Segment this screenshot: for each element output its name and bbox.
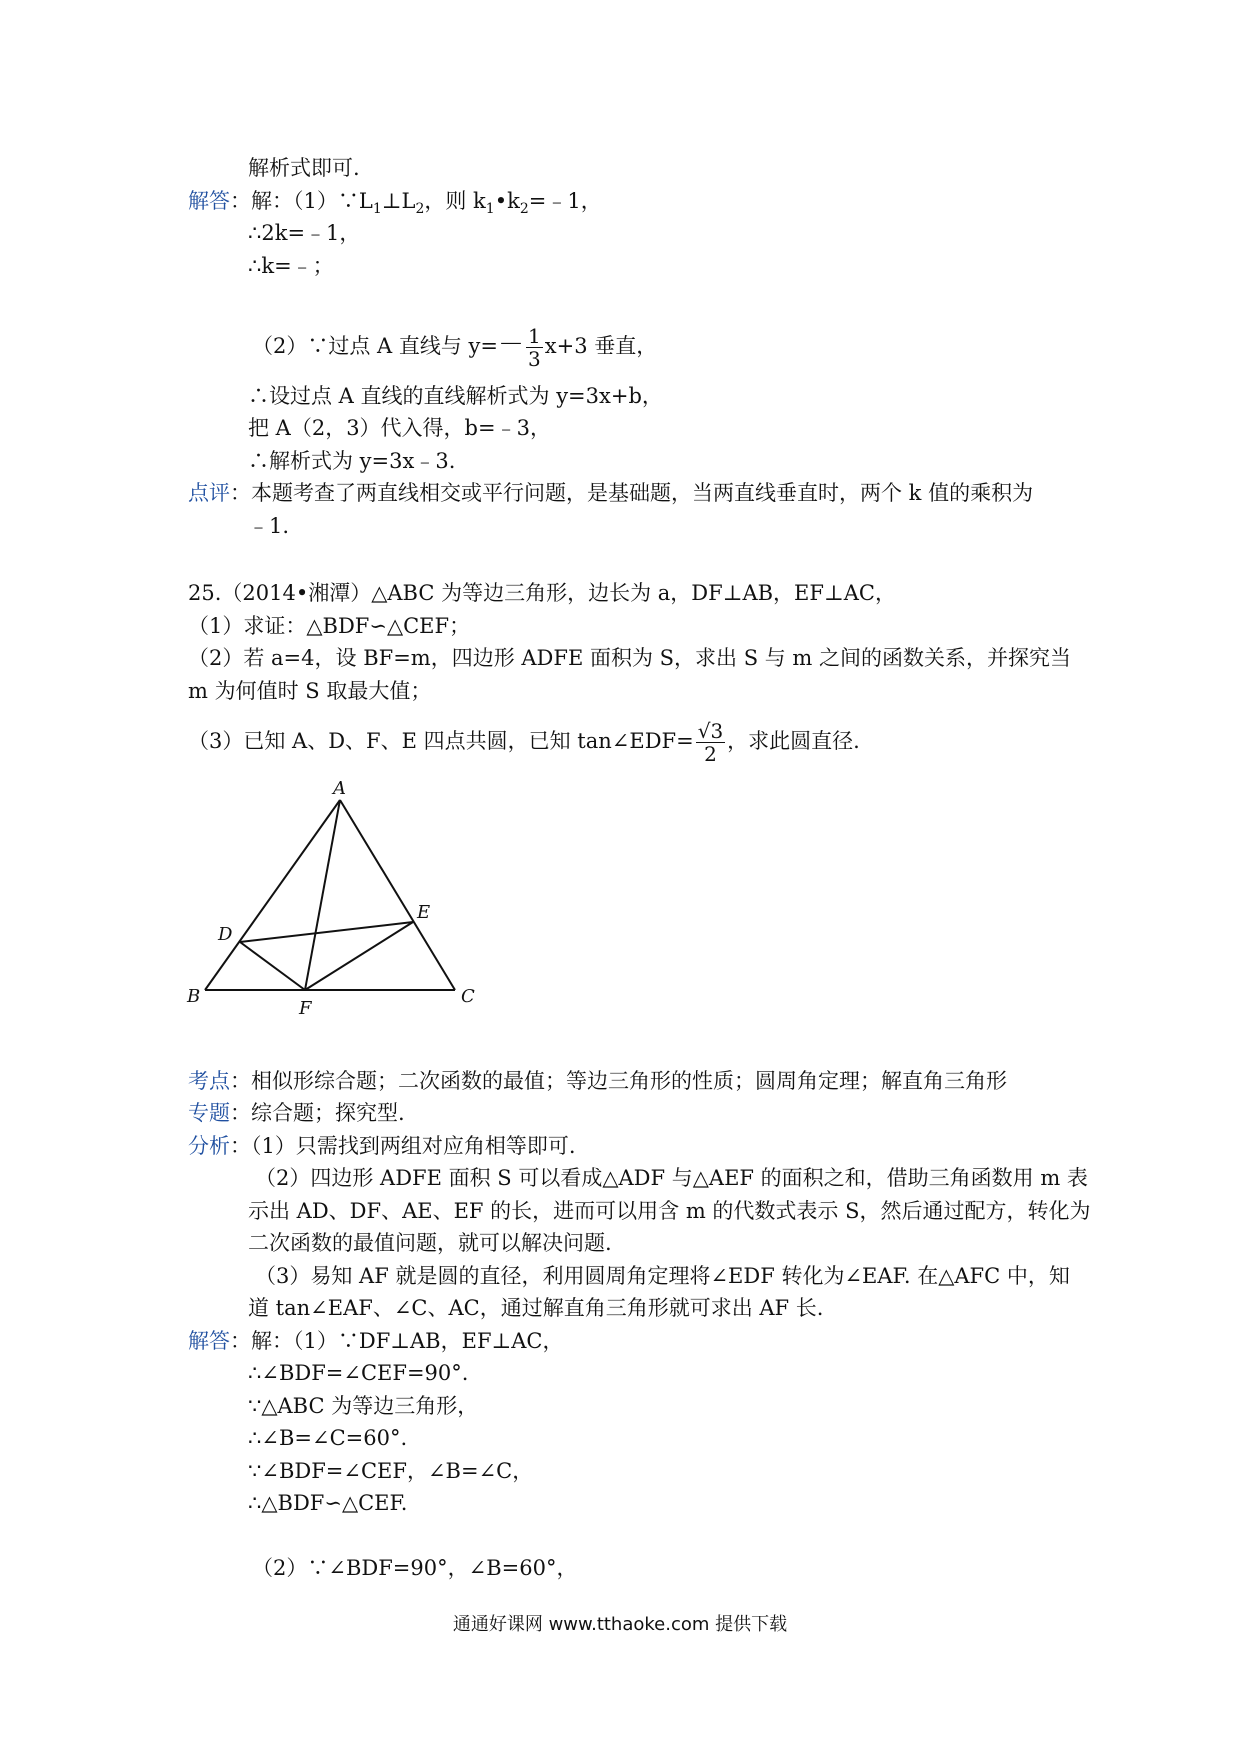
triangle-figure	[185, 780, 485, 1020]
text-line: ∴设过点 A 直线的直线解析式为 y=3x+b，	[248, 384, 663, 408]
label-f: F	[299, 998, 312, 1019]
fraction: $\frac{1}{3}$	[528, 324, 541, 371]
label-d: D	[218, 924, 233, 945]
question-title: 25.（2014•湘潭）△ABC 为等边三角形，边长为 a，DF⊥AB，EF⊥AC，	[188, 581, 896, 605]
text-line: ∴∠BDF=∠CEF=90°.	[248, 1361, 469, 1385]
text-line: ∴k=﹣；	[248, 254, 334, 278]
text-line: 把 A（2，3）代入得，b=﹣3，	[248, 416, 551, 440]
text-line: 道 tan∠EAF、∠C、AC，通过解直角三角形就可求出 AF 长.	[248, 1296, 824, 1320]
text-line: 示出 AD、DF、AE、EF 的长，进而可以用含 m 的代数式表示 S，然后通过配方，转化为	[248, 1199, 1091, 1223]
text-line: ∴解析式为 y=3x﹣3.	[248, 449, 456, 473]
kaodian-line: 考点：相似形综合题；二次函数的最值；等边三角形的性质；圆周角定理；解直角三角形	[188, 1069, 1007, 1093]
edge-ac	[340, 800, 455, 990]
comment-tag: 点评	[188, 481, 230, 505]
kaodian-tag: 考点	[188, 1069, 230, 1093]
text-line: ∴2k=﹣1，	[248, 221, 361, 245]
question-part-2: （2）若 a=4，设 BF=m，四边形 ADFE 面积为 S，求出 S 与 m 之间的函数关系，并探究当	[188, 646, 1072, 670]
text-line: ∵△ABC 为等边三角形，	[248, 1394, 479, 1418]
footer: 通通好课网 www.tthaoke.com 提供下载	[452, 1614, 788, 1635]
label-b: B	[187, 986, 201, 1007]
text-line: （2）四边形 ADFE 面积 S 可以看成△ADF 与△AEF 的面积之和，借助三角函数用 m 表	[255, 1166, 1088, 1190]
label-a: A	[333, 780, 346, 799]
answer-line-2: 解答：解：（1）∵DF⊥AB，EF⊥AC，	[188, 1329, 564, 1353]
fenxi-tag: 分析	[188, 1134, 230, 1158]
edge-df	[240, 942, 305, 990]
edge-ab	[205, 800, 340, 990]
text-line: 解析式即可.	[248, 156, 360, 180]
answer-tag-2: 解答	[188, 1329, 230, 1353]
question-part-1: （1）求证：△BDF∽△CEF；	[188, 614, 471, 638]
label-e: E	[417, 902, 431, 923]
fraction: $\frac{√3}{2}$	[697, 719, 724, 766]
text-line: 二次函数的最值问题，就可以解决问题.	[248, 1231, 612, 1255]
text-line: ∴∠B=∠C=60°.	[248, 1426, 408, 1450]
formula-line: （2）∵过点 A 直线与 y=－ $\frac{1}{3}$ x+3 垂直，	[252, 324, 658, 371]
question-part-3: （3）已知 A、D、F、E 四点共圆，已知 tan∠EDF= $\frac{√3}{2}$ ，求此圆直径.	[188, 719, 860, 766]
label-c: C	[461, 986, 475, 1007]
text-line: （3）易知 AF 就是圆的直径，利用圆周角定理将∠EDF 转化为∠EAF. 在△AFC 中，知	[255, 1264, 1070, 1288]
answer-line-1: 解答：解：$(1)\because L_1\perp L_2$，则 $k_1•k_2=﹣1$，	[188, 189, 602, 218]
comment-line: 点评：本题考查了两直线相交或平行问题，是基础题，当两直线垂直时，两个 k 值的乘积为	[188, 481, 1034, 505]
text-line: ﹣1.	[248, 514, 290, 538]
edge-af	[305, 800, 340, 990]
fenxi-line: 分析：（1）只需找到两组对应角相等即可.	[188, 1134, 576, 1158]
question-part-2-cont: m 为何值时 S 取最大值；	[188, 679, 432, 703]
zhuanti-line: 专题：综合题；探究型.	[188, 1101, 405, 1125]
zhuanti-tag: 专题	[188, 1101, 230, 1125]
text-line: ∴△BDF∽△CEF.	[248, 1491, 408, 1515]
text-line: （2）∵∠BDF=90°，∠B=60°，	[252, 1556, 578, 1580]
answer-tag: 解答	[188, 189, 230, 213]
text-line: ∵∠BDF=∠CEF，∠B=∠C，	[248, 1459, 534, 1483]
